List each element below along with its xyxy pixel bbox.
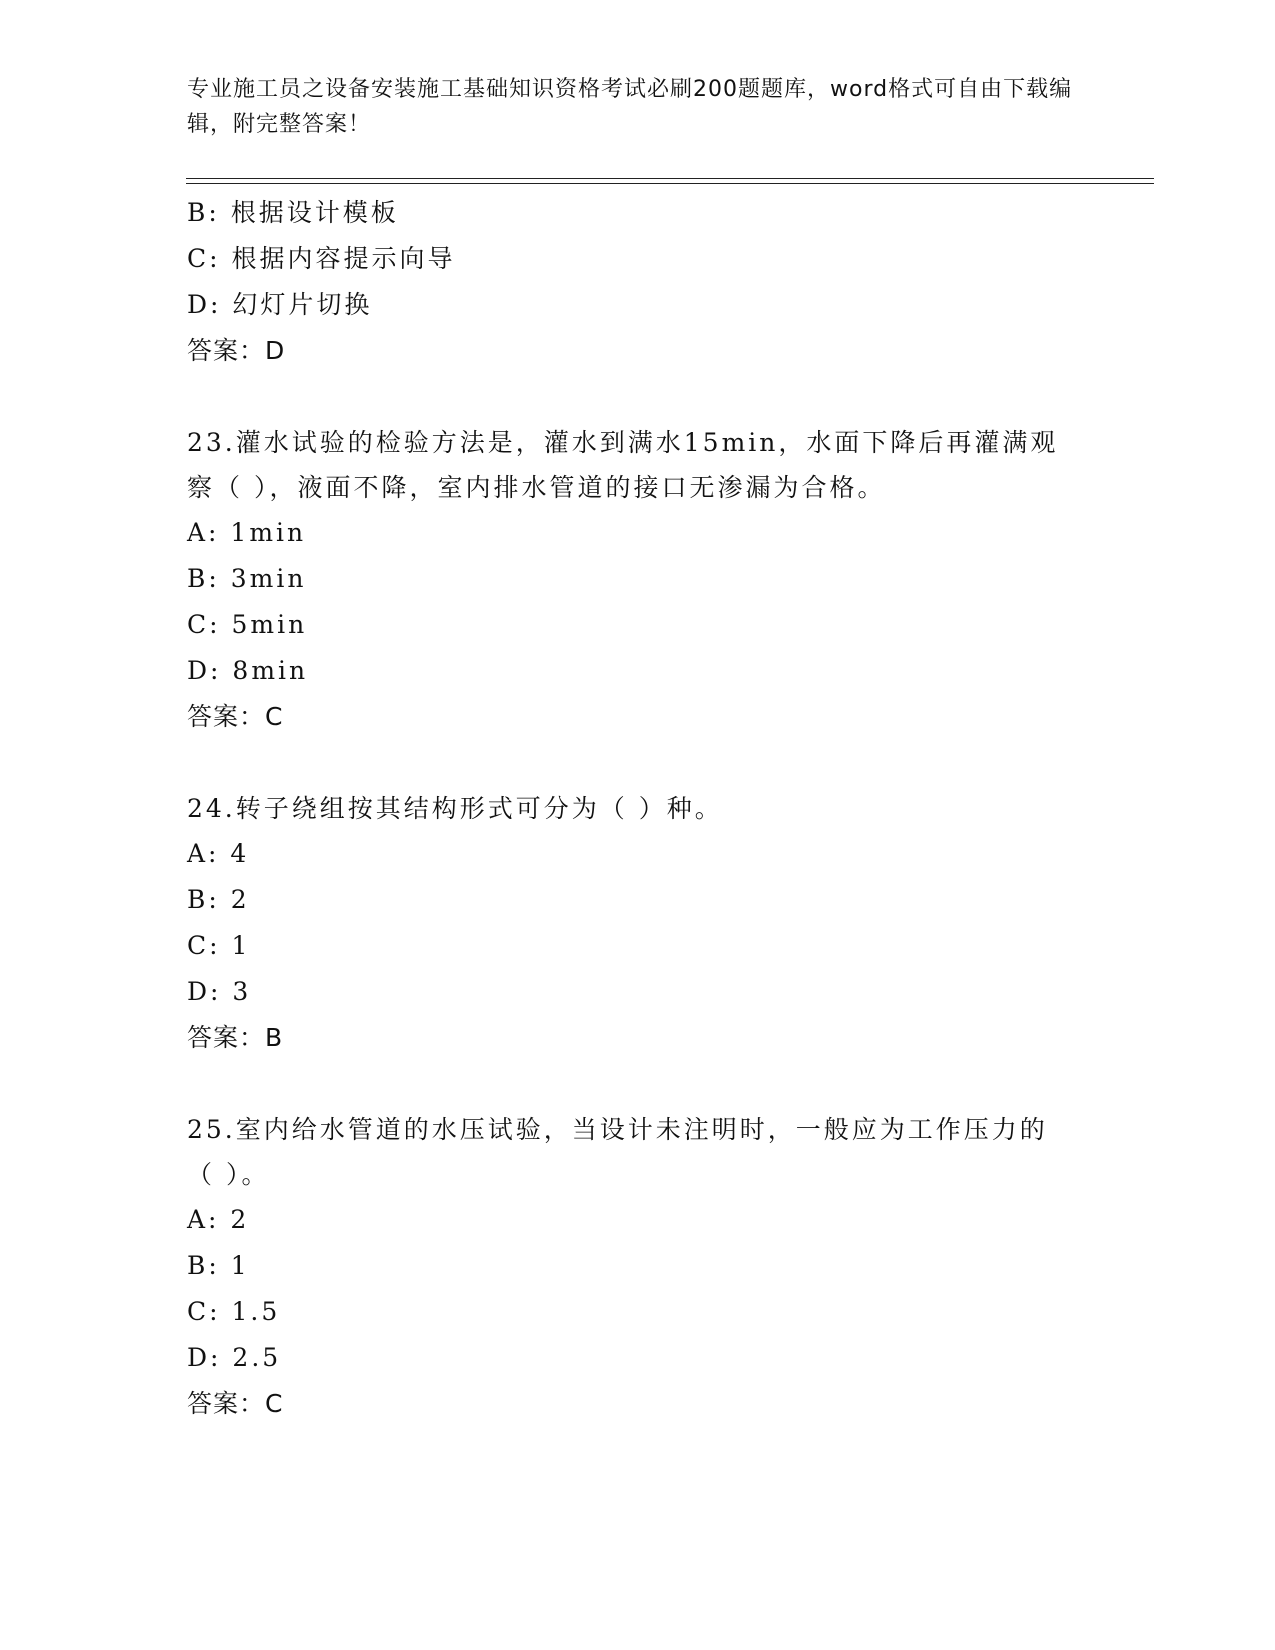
spacer: [187, 374, 1087, 420]
question-25: [187, 1107, 1087, 1427]
question-text: 25.室内给水管道的水压试验，当设计未注明时，一般应为工作压力的（ ）。: [187, 1115, 1048, 1189]
option-b: B: 根据设计模板: [187, 198, 399, 227]
option-c: C: 1.5: [187, 1297, 281, 1326]
option-b: B: 3min: [187, 564, 307, 593]
question-24: [187, 786, 1087, 1061]
option-b: B: 2: [187, 885, 250, 914]
header-divider-top: [186, 178, 1154, 179]
header-divider-bottom: [186, 183, 1154, 184]
option-d: D: 幻灯片切换: [187, 290, 373, 319]
option-b: B: 1: [187, 1251, 250, 1280]
answer-line: 答案：B: [187, 1023, 284, 1052]
option-d: D: 2.5: [187, 1343, 282, 1372]
option-a: A: 4: [187, 839, 250, 868]
option-c: C: 5min: [187, 610, 308, 639]
spacer: [187, 740, 1087, 786]
option-d: D: 3: [187, 977, 252, 1006]
document-header: 专业施工员之设备安装施工基础知识资格考试必刷200题题库，word格式可自由下载编辑，附完整答案！: [187, 77, 1073, 137]
option-c: C: 1: [187, 931, 251, 960]
answer-line: 答案：C: [187, 702, 284, 731]
answer-line: 答案：C: [187, 1389, 284, 1418]
option-a: A: 2: [187, 1205, 250, 1234]
spacer: [187, 1061, 1087, 1107]
partial-question: [187, 190, 1087, 374]
option-c: C: 根据内容提示向导: [187, 244, 456, 273]
question-text: 23.灌水试验的检验方法是，灌水到满水15min，水面下降后再灌满观察（ ），液面不降，室内排水管道的接口无渗漏为合格。: [187, 428, 1059, 502]
question-list: [187, 190, 1087, 1427]
question-text: 24.转子绕组按其结构形式可分为（ ）种。: [187, 794, 723, 823]
question-23: [187, 420, 1087, 740]
answer-line: 答案：D: [187, 336, 286, 365]
option-a: A: 1min: [187, 518, 307, 547]
option-d: D: 8min: [187, 656, 309, 685]
